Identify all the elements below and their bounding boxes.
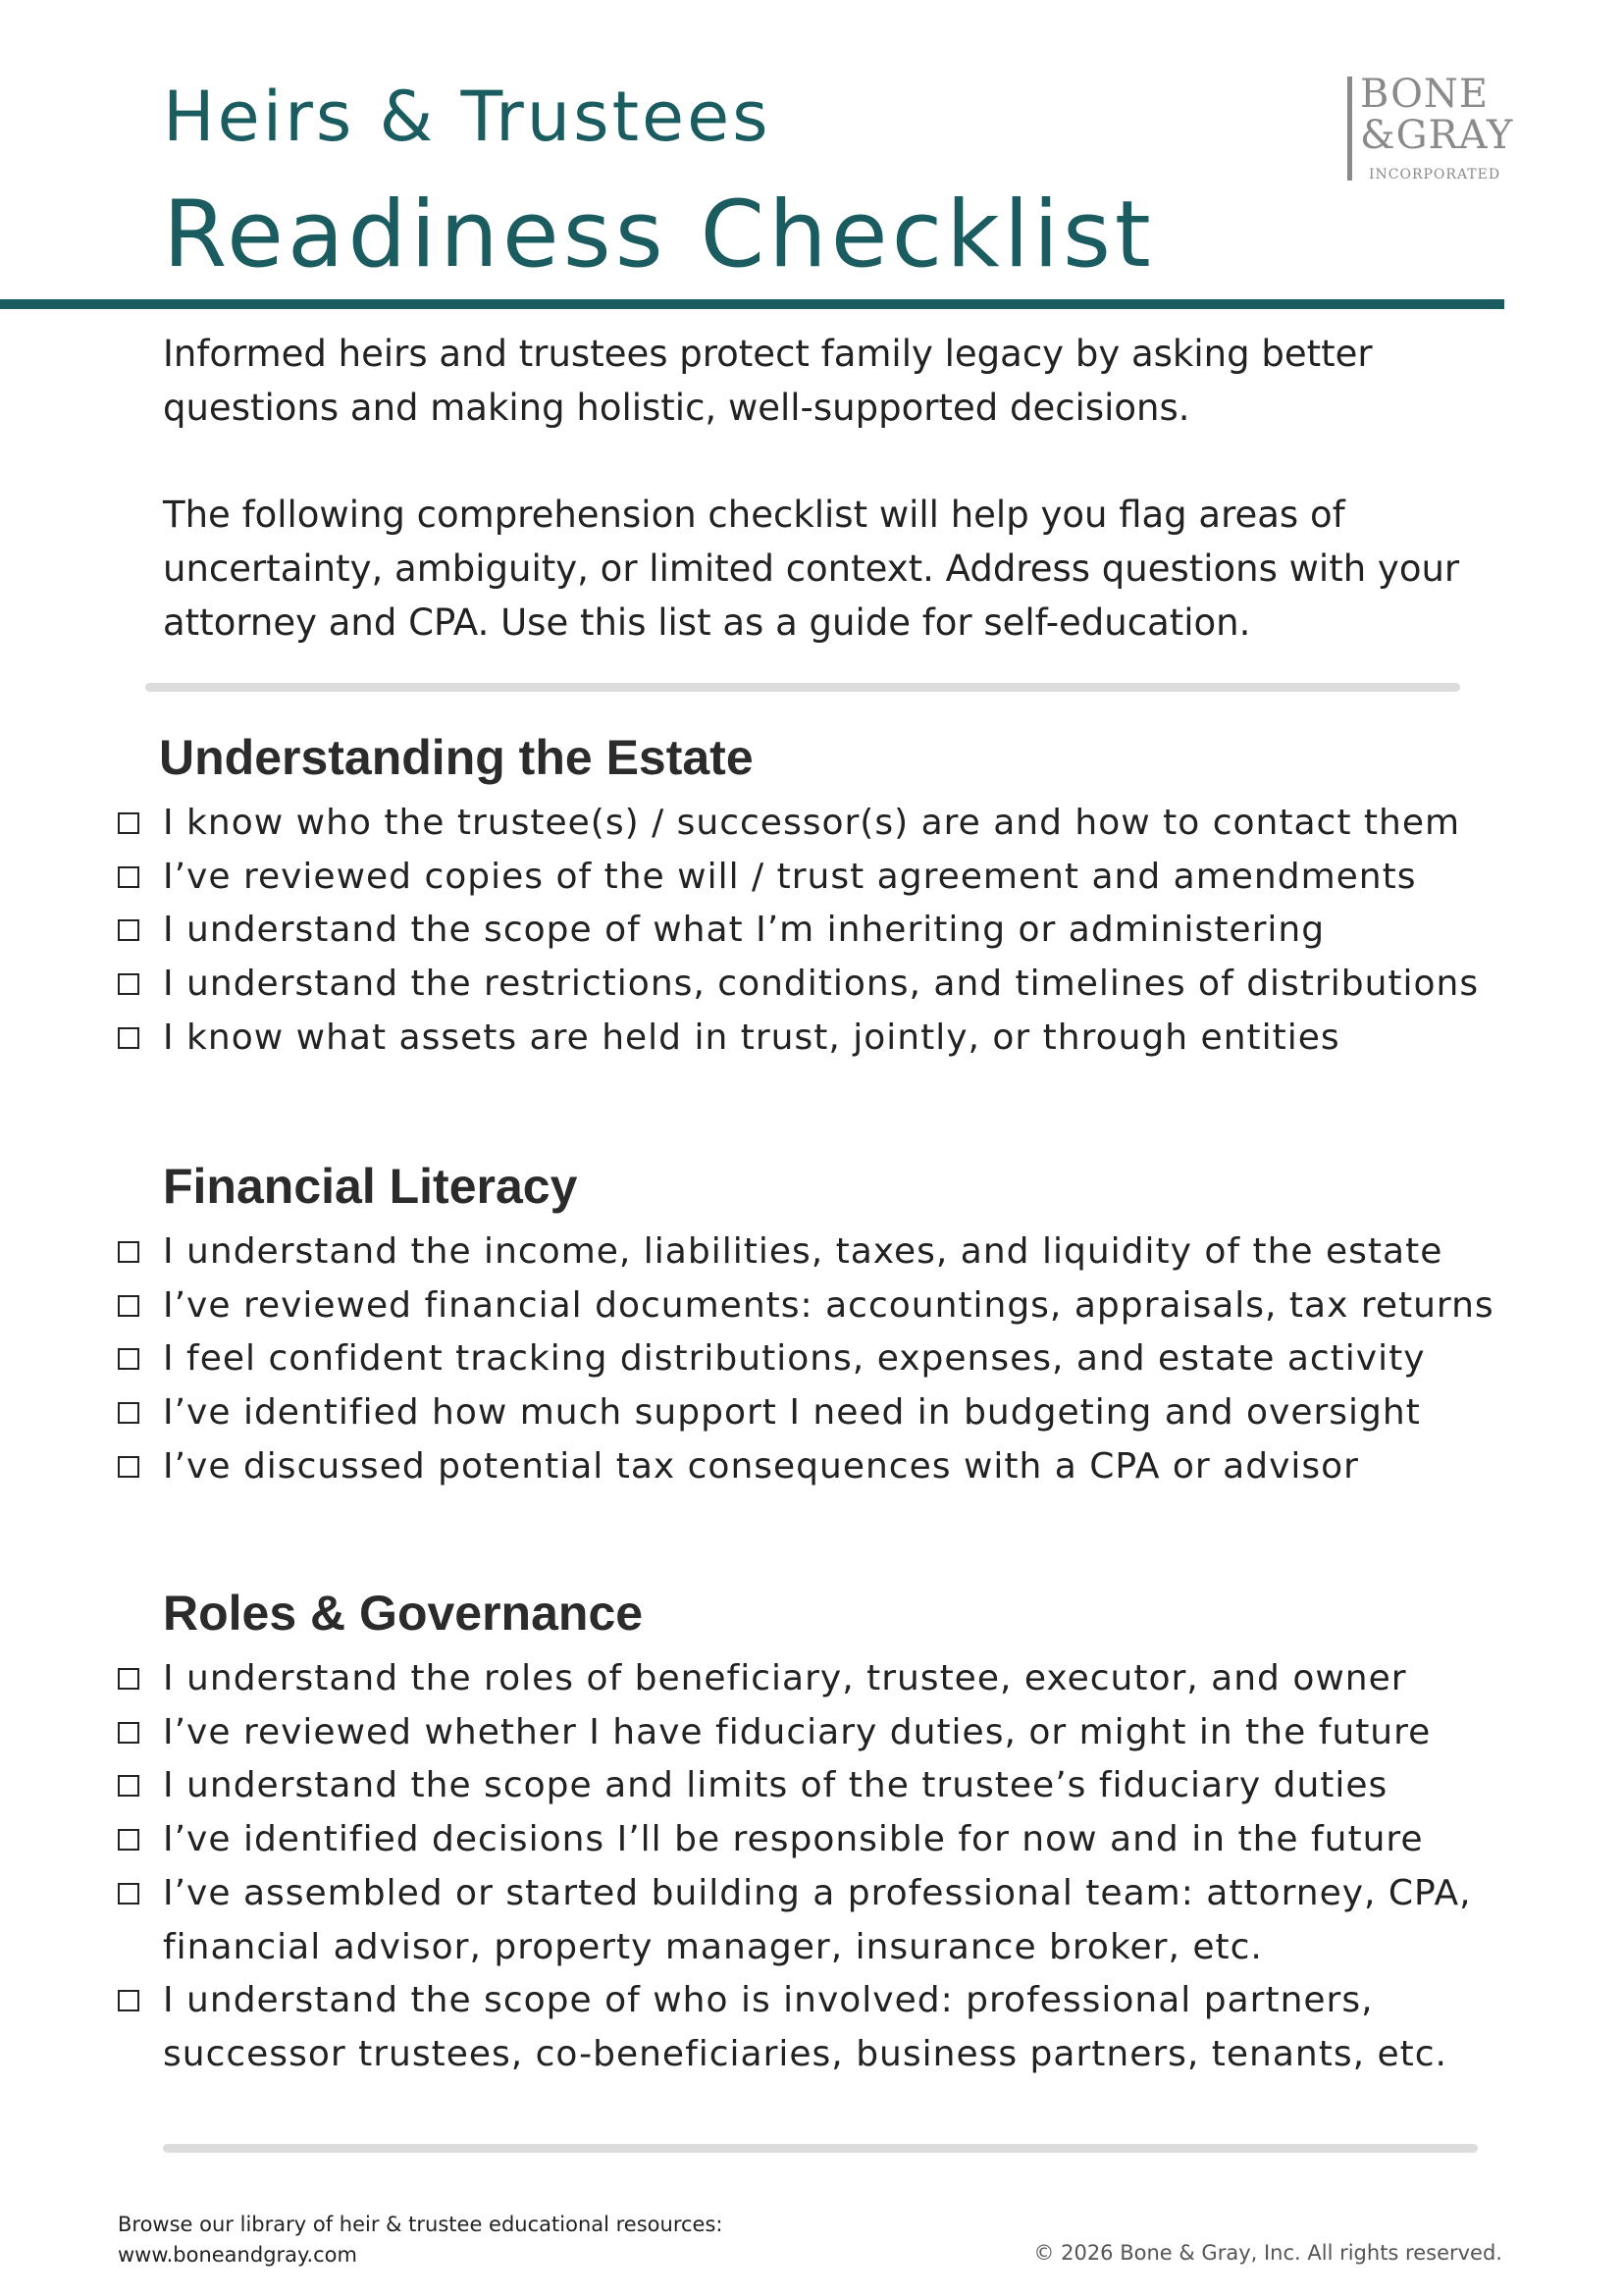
title-line-1: Heirs & Trustees [163,77,771,157]
separator-bottom [163,2144,1478,2153]
checklist-financial [118,1226,1494,1494]
checklist-item[interactable] [118,1974,1472,2081]
checklist-item[interactable] [118,1652,1472,1706]
checklist-estate [118,797,1479,1066]
checklist-item-text: I understand the restrictions, conditions, and timelines of distributions [163,964,1480,1005]
checkbox[interactable] [118,1829,139,1851]
checklist-item[interactable] [118,904,1479,958]
checklist-item-text: I understand the scope of what I’m inheriting or administering [163,910,1326,951]
intro-paragraph-2: The following comprehension checklist will help you flag areas of uncertainty, ambiguity, or limited context. Address questions with your attorney and CPA. Use this list as a guide for self-education. [163,494,1460,644]
checkbox[interactable] [118,1722,139,1744]
checklist-item-text: I’ve reviewed whether I have fiduciary duties, or might in the future [163,1711,1432,1752]
checkbox[interactable] [118,812,139,834]
checklist-item[interactable] [118,1332,1494,1386]
checklist-item[interactable] [118,1386,1494,1440]
checklist-item[interactable] [118,1440,1494,1494]
footer-library-text: Browse our library of heir & trustee educational resources: [118,2213,723,2236]
page-title: Readiness Checklist [163,182,1155,288]
section-title-estate: Understanding the Estate [159,730,754,785]
checkbox[interactable] [118,973,139,995]
checklist-item-text-continued: financial advisor, property manager, insurance broker, etc. [163,1926,1263,1967]
section-title-financial: Financial Literacy [163,1159,578,1214]
checkbox[interactable] [118,1775,139,1797]
checkbox[interactable] [118,1668,139,1690]
checklist-item[interactable] [118,1813,1472,1867]
checklist-item[interactable] [118,1226,1494,1279]
checklist-item-text: I know what assets are held in trust, jointly, or through entities [163,1017,1340,1058]
logo-line-3: INCORPORATED [1369,167,1501,183]
checklist-item[interactable] [118,1279,1494,1333]
intro-paragraph-1: Informed heirs and trustees protect family legacy by asking better questions and making holistic, well-supported decisions. [163,333,1373,429]
checklist-item[interactable] [118,1759,1472,1813]
header-rule [0,299,1504,309]
checklist-item-text: I feel confident tracking distributions, expenses, and estate activity [163,1338,1426,1380]
checklist-item-text: I understand the income, liabilities, taxes, and liquidity of the estate [163,1231,1443,1272]
checklist-item-text: I understand the roles of beneficiary, trustee, executor, and owner [163,1658,1407,1698]
checklist-item[interactable] [118,1867,1472,1974]
checkbox[interactable] [118,1241,139,1263]
checkbox[interactable] [118,1295,139,1317]
checkbox[interactable] [118,919,139,941]
checklist-item[interactable] [118,1706,1472,1760]
checklist-item-text: I’ve identified decisions I’ll be responsible for now and in the future [163,1819,1424,1860]
checklist-item-text: I’ve reviewed financial documents: accountings, appraisals, tax returns [163,1284,1494,1326]
checkbox[interactable] [118,1883,139,1905]
checklist-item[interactable] [118,958,1479,1012]
checkbox[interactable] [118,1027,139,1049]
checklist-item[interactable] [118,797,1479,851]
checklist-item-text-continued: successor trustees, co-beneficiaries, business partners, tenants, etc. [163,2033,1447,2074]
footer-copyright: © 2026 Bone & Gray, Inc. All rights reserved. [1033,2241,1502,2265]
intro-text [163,327,1468,650]
checklist-item-text: I understand the scope of who is involved: professional partners, [163,1980,1374,2021]
bone-and-gray-logo [1347,73,1534,183]
checklist-item[interactable] [118,851,1479,905]
checklist-item-text: I’ve identified how much support I need in budgeting and oversight [163,1392,1421,1434]
checklist-item-text: I know who the trustee(s) / successor(s) are and how to contact them [163,803,1461,843]
checklist-item[interactable] [118,1012,1479,1066]
footer-resources [118,2210,722,2270]
checkbox[interactable] [118,1990,139,2011]
separator-top [145,683,1460,692]
logo-line-2: &GRAY [1360,113,1514,158]
checkbox[interactable] [118,1348,139,1370]
checklist-governance [118,1652,1472,2082]
checklist-item-text: I’ve discussed potential tax consequences with a CPA or advisor [163,1445,1359,1487]
checkbox[interactable] [118,1456,139,1478]
checklist-item-text: I’ve reviewed copies of the will / trust agreement and amendments [163,856,1417,897]
footer-website-link[interactable]: www.boneandgray.com [118,2243,357,2267]
section-title-governance: Roles & Governance [163,1586,644,1641]
logo-line-1: BONE [1360,72,1490,117]
logo-bar [1347,77,1352,181]
checkbox[interactable] [118,1402,139,1424]
checklist-item-text: I understand the scope and limits of the trustee’s fiduciary duties [163,1765,1388,1806]
checkbox[interactable] [118,866,139,888]
checklist-item-text: I’ve assembled or started building a professional team: attorney, CPA, [163,1872,1472,1913]
